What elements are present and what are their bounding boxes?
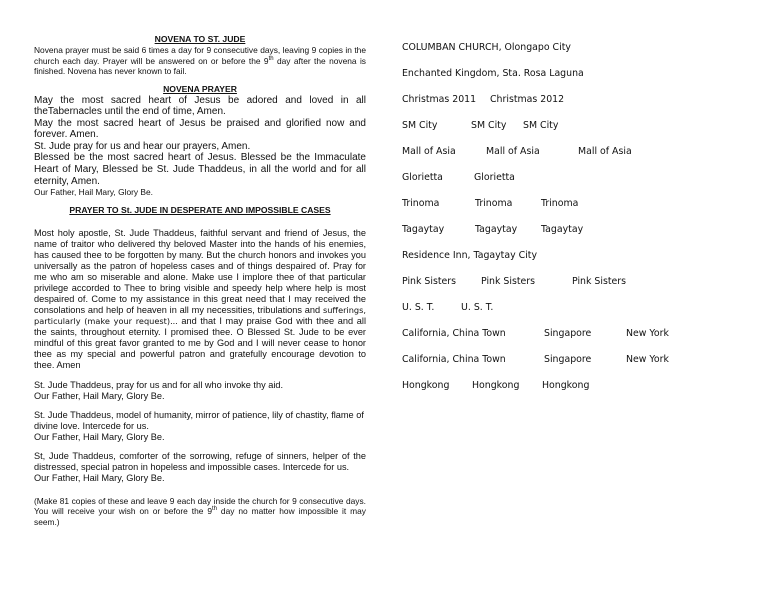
desperate-cases-prayer	[34, 228, 366, 371]
location-entry: COLUMBAN CHURCH, Olongapo City	[402, 41, 571, 53]
novena-prayer-closing: Our Father, Hail Mary, Glory Be.	[34, 187, 153, 198]
location-entry: Tagaytay	[541, 223, 584, 235]
location-row	[402, 138, 742, 164]
novena-prayer-heading: NOVENA PRAYER	[163, 83, 237, 94]
location-entry: New York	[626, 327, 669, 339]
location-entry: Trinoma	[541, 197, 579, 209]
locations-column	[402, 34, 742, 398]
location-entry: Mall of Asia	[402, 145, 456, 157]
location-entry: Hongkong	[472, 379, 520, 391]
location-entry: Pink Sisters	[481, 275, 536, 287]
location-entry: Pink Sisters	[402, 275, 457, 287]
location-entry: Mall of Asia	[578, 145, 632, 157]
location-entry: SM City	[402, 119, 438, 131]
desperate-prayer-text: Most holy apostle, St. Jude Thaddeus, faithful servant and friend of Jesus, the name of traitor who delivered thy beloved Master into the hands of his enemies, has caused thee to be forgotten by many. But the church honors and invokes you universally as the patron of hopeless cases and of things despaired of. Pray for me who am so miserable and alone. Make use I implore thee of that particular privilege accorded to Thee to bring visible and speedy help where help is most despaired of. Come to my assistance in this great need that I may received the consolations and help of heaven in all my necessities, tribulations and	[34, 227, 366, 315]
novena-heading: NOVENA TO ST. JUDE	[154, 34, 246, 44]
novena-intro-sup: th	[268, 55, 274, 62]
location-row	[402, 216, 742, 242]
location-entry: U. S. T.	[461, 301, 494, 313]
location-entry: Hongkong	[542, 379, 590, 391]
novena-prayer-line-1: May the most sacred heart of Jesus be adored and loved in all theTabernacles until the end of time, Amen.	[34, 94, 366, 118]
invocation-3-closing: Our Father, Hail Mary, Glory Be.	[34, 472, 165, 483]
desperate-cases-heading: PRAYER TO St. JUDE IN DESPERATE AND IMPOSSIBLE CASES	[69, 204, 331, 215]
location-row	[402, 164, 742, 190]
location-entry: Trinoma	[475, 197, 513, 209]
footnote	[34, 496, 366, 528]
location-entry: Christmas 2011	[402, 93, 477, 105]
novena-intro-text-end: day after the novena is finished. Novena has never known to fail.	[34, 55, 366, 76]
novena-prayer-line-4: Blessed be the most sacred heart of Jesus. Blessed be the Immaculate Heart of Mary, Blessed be St. Jude Thaddeus, in all the world and for all eternity, Amen.	[34, 152, 366, 187]
location-entry: Pink Sisters	[572, 275, 627, 287]
location-row	[402, 372, 742, 398]
location-entry: New York	[626, 353, 669, 365]
location-row	[402, 34, 742, 60]
novena-prayer-line-3: St. Jude pray for us and hear our prayers, Amen.	[34, 140, 251, 152]
location-entry: Tagaytay	[475, 223, 518, 235]
location-row	[402, 60, 742, 86]
footnote-text: (Make 81 copies of these and leave 9 each day inside the church for 9 consecutive days. You will receive your wish on or before the 9	[34, 495, 366, 517]
novena-intro-text: Novena prayer must be said 6 times a day for 9 consecutive days, leaving 9 copies in the church each day. Prayer will be answered on or before the 9	[34, 45, 366, 66]
location-row	[402, 320, 742, 346]
location-entry: Singapore	[544, 353, 592, 365]
location-entry: SM City	[471, 119, 507, 131]
location-row	[402, 86, 742, 112]
footnote-text-end: day no matter how impossible it may seem.)	[34, 506, 366, 527]
invocation-1: St. Jude Thaddeus, pray for us and for all who invoke thy aid.	[34, 379, 284, 390]
left-column	[34, 34, 366, 527]
location-entry: Mall of Asia	[486, 145, 540, 157]
location-entry: Tagaytay	[402, 223, 445, 235]
location-row	[402, 112, 742, 138]
location-entry: California, China Town	[402, 327, 506, 339]
desperate-prayer-text-end: ... and that I may praise God with thee and all the saints, throughout eternity. I promised thee. O Blessed St. Jude to be ever mindful of this great favor granted to me by God and I will never cease to honor thee as my special and powerful patron and gratefully encourage devotion to thee. Amen	[34, 315, 366, 370]
location-entry: Singapore	[544, 327, 592, 339]
location-row	[402, 294, 742, 320]
location-entry: Trinoma	[402, 197, 440, 209]
location-entry: SM City	[523, 119, 559, 131]
novena-prayer-line-2: May the most sacred heart of Jesus be praised and glorified now and forever. Amen.	[34, 117, 366, 141]
location-entry: Enchanted Kingdom, Sta. Rosa Laguna	[402, 67, 584, 79]
invocation-2: St. Jude Thaddeus, model of humanity, mirror of patience, lily of chastity, flame of divine love. Intercede for us.	[34, 409, 364, 431]
desperate-prayer-request: sufferings, particularly (make your request)	[34, 304, 366, 326]
location-row	[402, 242, 742, 268]
footnote-sup: th	[211, 506, 217, 513]
location-entry: U. S. T.	[402, 301, 435, 313]
location-entry: Christmas 2012	[490, 93, 565, 105]
location-entry: Glorietta	[402, 171, 443, 183]
location-entry: Glorietta	[474, 171, 515, 183]
location-entry: Hongkong	[402, 379, 450, 391]
invocation-1-closing: Our Father, Hail Mary, Glory Be.	[34, 390, 165, 401]
location-entry: Residence Inn, Tagaytay City	[402, 249, 538, 261]
novena-intro	[34, 45, 366, 77]
invocation-3: St, Jude Thaddeus, comforter of the sorrowing, refuge of sinners, helper of the distressed, special patron in hopeless and impossible cases. Intercede for us.	[34, 450, 366, 472]
location-entry: California, China Town	[402, 353, 506, 365]
location-row	[402, 268, 742, 294]
location-row	[402, 346, 742, 372]
location-row	[402, 190, 742, 216]
invocation-2-closing: Our Father, Hail Mary, Glory Be.	[34, 431, 165, 442]
